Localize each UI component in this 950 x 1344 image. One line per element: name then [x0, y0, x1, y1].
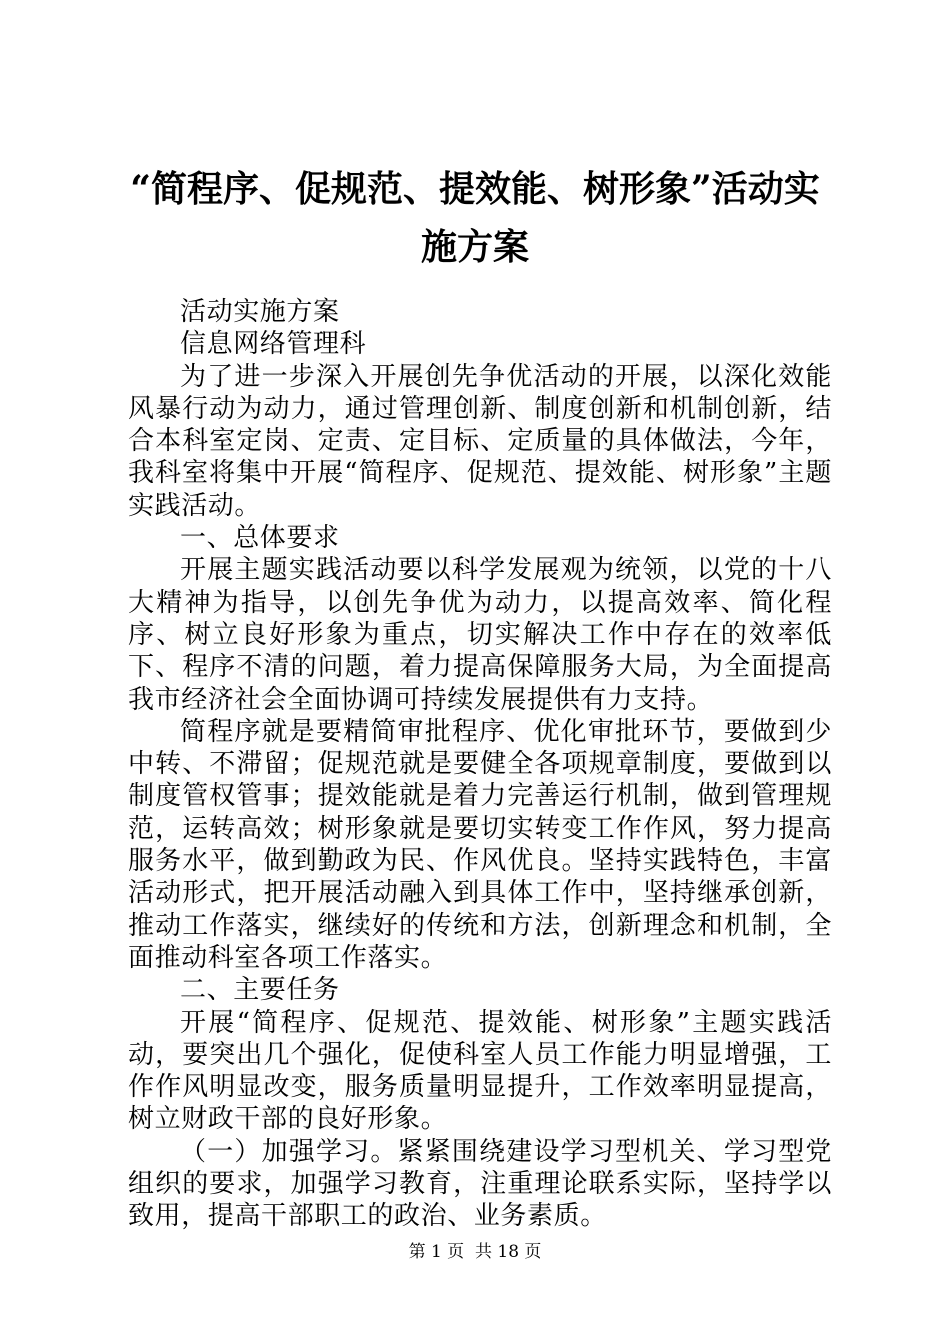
- section-heading-main-tasks: 二、主要任务: [180, 975, 340, 1006]
- page-number: 第 1 页 共 18 页: [408, 1242, 542, 1262]
- paragraph-department: 信息网络管理科: [180, 329, 367, 360]
- paragraph-general-requirements: 开展主题实践活动要以科学发展观为统领，以党的十八大精神为指导，以创先争优为动力，以提高效率、简化程序、树立良好形象为重点，切实解决工作中存在的效率低下、程序不清的问题，着力提高保障服务大局，为全面提高我市经济社会全面协调可持续发展提供有力支持。: [128, 555, 832, 715]
- paragraph-definitions: 简程序就是要精简审批程序、优化审批环节，要做到少中转、不滞留；促规范就是要健全各项规章制度，要做到以制度管权管事；提效能就是着力完善运行机制，做到管理规范，运转高效；树形象就是要切实转变工作作风，努力提高服务水平，做到勤政为民、作风优良。坚持实践特色，丰富活动形式，把开展活动融入到具体工作中，坚持继承创新，推动工作落实，继续好的传统和方法，创新理念和机制，全面推动科室各项工作落实。: [128, 716, 832, 973]
- section-heading-general-requirements: 一、总体要求: [180, 523, 340, 554]
- paragraph-strengthen-learning: （一）加强学习。紧紧围绕建设学习型机关、学习型党组织的要求，加强学习教育，注重理论联系实际，坚持学以致用，提高干部职工的政治、业务素质。: [128, 1136, 832, 1232]
- paragraph-intro: 为了进一步深入开展创先争优活动的开展，以深化效能风暴行动为动力，通过管理创新、制度创新和机制创新，结合本科室定岗、定责、定目标、定质量的具体做法，今年，我科室将集中开展“简程序、促规范、提效能、树形象”主题实践活动。: [128, 361, 832, 521]
- paragraph-subtitle: 活动实施方案: [180, 297, 340, 327]
- document-body: [128, 296, 832, 1233]
- paragraph-main-tasks: 开展“简程序、促规范、提效能、树形象”主题实践活动，要突出几个强化，促使科室人员工作能力明显增强，工作作风明显改变，服务质量明显提升，工作效率明显提高，树立财政干部的良好形象。: [128, 1007, 832, 1135]
- page-footer: [0, 1241, 950, 1263]
- document-title: “简程序、促规范、提效能、树形象”活动实施方案: [130, 168, 820, 268]
